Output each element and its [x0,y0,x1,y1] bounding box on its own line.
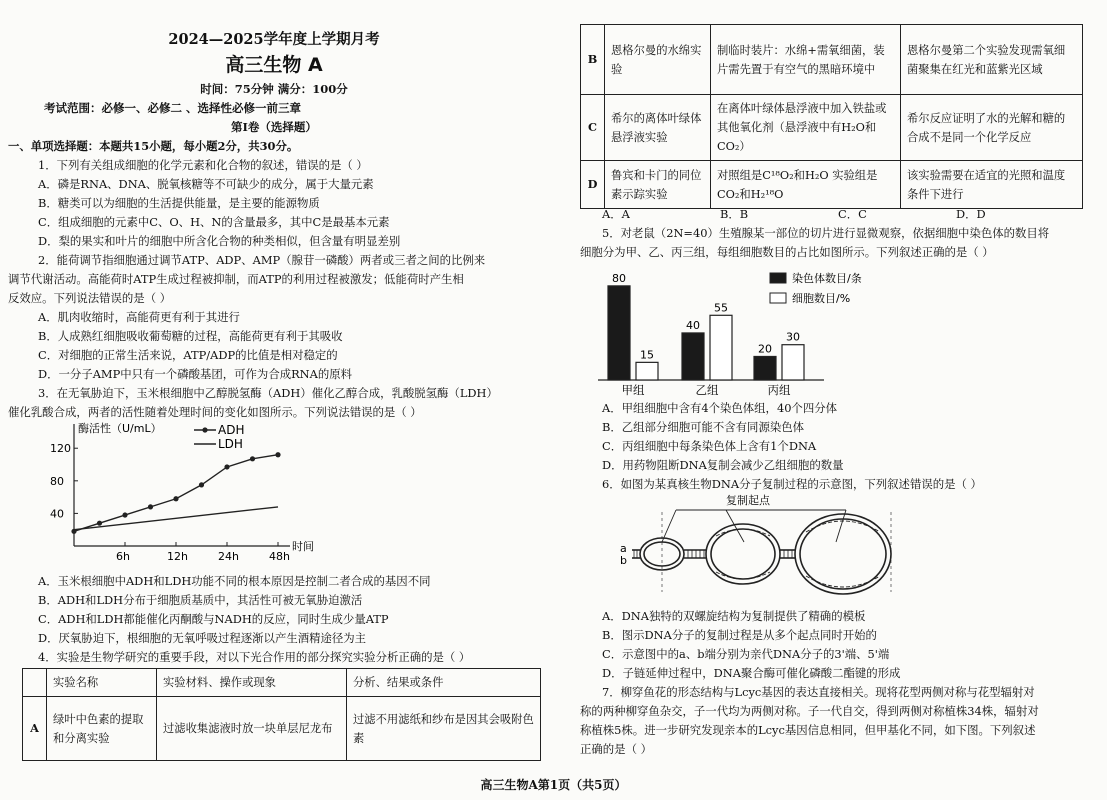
adh-point [250,456,255,461]
q1-option: A．磷是RNA、DNA、脱氧核糖等不可缺少的成分，属于大量元素 [38,177,374,191]
exam-scope: 考试范围：必修一、必修二 、选择性必修一前三章 [44,101,302,115]
q2-stem: 2．能荷调节指细胞通过调节ATP、ADP、AMP（腺苷一磷酸）两者或三者之间的比例来 [38,253,486,267]
adh-point [224,464,229,469]
q2-option: A．肌肉收缩时，高能荷更有利于其进行 [38,310,240,324]
table-cell: 过滤收集滤液时放一块单层尼龙布 [157,697,347,761]
x-tick-label: 12h [167,550,188,563]
experiment-table-part1 [22,668,541,761]
q5-stem: 细胞分为甲、乙、丙三组，每组细胞数目的占比如图所示。下列叙述正确的是（ ） [580,245,994,259]
y-tick-label: 80 [50,474,64,488]
q2-option: D．一分子AMP中只有一个磷酸基团，可作为合成RNA的原料 [38,367,353,381]
q5-stem: 5．对老鼠（2N=40）生殖腺某一部位的切片进行显微观察，依据细胞中染色体的数目将 [602,226,1050,240]
q3-stem: 3．在无氧胁迫下，玉米根细胞中乙醇脱氢酶（ADH）催化乙醇合成，乳酸脱氢酶（LDH） [38,386,498,400]
q6-option: D．子链延伸过程中，DNA聚合酶可催化磷酸二酯键的形成 [602,666,901,680]
q4-stem: 4．实验是生物学研究的重要手段，对以下光合作用的部分探究实验分析正确的是（ ） [38,650,471,664]
bar-value-label: 80 [612,271,626,285]
table-row [581,161,1083,209]
legend-label: 细胞数目/% [792,292,851,305]
table-cell [23,669,47,697]
q2-stem: 反效应。下列说法错误的是（ ） [8,291,172,305]
x-axis-label: 时间 [292,540,314,553]
row-key: D [581,161,605,209]
helix-ticks [634,550,792,558]
cell-count-bar [782,345,804,380]
section-heading: 一、单项选择题：本题共15小题，每小题2分，共30分。 [8,139,299,153]
q4-option: C．C [838,207,867,221]
category-label: 乙组 [695,383,719,397]
legend-marker [202,427,207,432]
table-row [581,95,1083,161]
q6-stem: 6．如图为某真核生物DNA分子复制过程的示意图，下列叙述错误的是（ ） [602,477,982,491]
adh-line [74,455,278,532]
q3-option: D．厌氧胁迫下，根细胞的无氧呼吸过程逐渐以产生酒精途径为主 [38,631,367,645]
table-cell: 对照组是C¹⁸O₂和H₂O 实验组是CO₂和H₂¹⁸O [711,161,901,209]
q5-option: A．甲组细胞中含有4个染色体组，40个四分体 [602,401,837,415]
table-cell: 恩格尔曼的水绵实验 [605,25,711,95]
table-cell: 绿叶中色素的提取和分离实验 [47,697,157,761]
adh-point [122,512,127,517]
adh-point [97,521,102,526]
strand-label-a: a [620,542,627,555]
bar-value-label: 15 [640,348,654,362]
bar-value-label: 55 [714,301,728,315]
cell-count-bar [710,315,732,380]
y-axis-label: 酶活性（U/mL） [78,422,162,435]
q4-options [602,206,1074,222]
table-cell: 希尔的离体叶绿体悬浮液实验 [605,95,711,161]
q4-option: A．A [602,207,630,221]
q5-option: D．用药物阻断DNA复制会减少乙组细胞的数量 [602,458,844,472]
synthesis-arrows [716,521,880,587]
x-tick-label: 48h [269,550,290,563]
q1-option: D．梨的果实和叶片的细胞中所含化合物的种类相似，但含量有明显差别 [38,234,401,248]
q5-option: B．乙组部分细胞可能不含有同源染色体 [602,420,805,434]
legend-swatch [770,273,786,283]
strand-label-b: b [620,554,627,567]
dna-strands [632,514,891,594]
q1-option: C．组成细胞的元素中C、O、H、N的含量最多，其中C是最基本元素 [38,215,390,229]
q6-option: C．示意图中的a、b端分别为亲代DNA分子的3'端、5'端 [602,647,890,661]
q3-option: C．ADH和LDH都能催化丙酮酸与NADH的反应，同时生成少量ATP [38,612,389,626]
chromosome-bar [608,286,630,380]
y-tick-label: 40 [50,507,64,521]
legend-label: ADH [218,423,245,437]
q4-option: B．B [720,207,749,221]
q2-option: B．人成熟红细胞吸收葡萄糖的过程，高能荷更有利于其吸收 [38,329,343,343]
q1-option: B．糖类可以为细胞的生活提供能量，是主要的能源物质 [38,196,320,210]
q7-stem: 称植株5株。进一步研究发现亲本的Lcyc基因信息相同，但甲基化不同，如下图。下列叙述 [580,723,1036,737]
chromosome-bar [754,356,776,380]
row-key: A [23,697,47,761]
q6-option: B．图示DNA分子的复制过程是从多个起点同时开始的 [602,628,877,642]
table-header-row [23,669,541,697]
bar-value-label: 20 [758,342,772,356]
table-header: 分析、结果或条件 [347,669,541,697]
table-cell: 恩格尔曼第二个实验发现需氧细菌聚集在红光和蓝紫光区域 [901,25,1083,95]
chromosome-bar-chart [598,260,878,398]
q2-stem: 调节代谢活动。高能荷时ATP生成过程被抑制，而ATP的利用过程被激发；低能荷时产生相 [8,272,464,286]
row-key: B [581,25,605,95]
legend-label: LDH [218,437,243,451]
page-footer: 高三生物A第1页（共5页） [480,778,627,792]
table-header: 实验材料、操作或现象 [157,669,347,697]
q1-stem: 1．下列有关组成细胞的化学元素和化合物的叙述，错误的是（ ） [38,158,368,172]
dna-replication-diagram [616,492,916,602]
part-heading: 第Ⅰ卷（选择题） [231,120,317,134]
cell-count-bar [636,362,658,380]
table-cell: 希尔反应证明了水的光解和糖的合成不是同一个化学反应 [901,95,1083,161]
bar-value-label: 40 [686,318,700,332]
q7-stem: 7．柳穿鱼花的形态结构与Lcyc基因的表达直接相关。现将花型两侧对称与花型辐射对 [602,685,1035,699]
table-cell: 在离体叶绿体悬浮液中加入铁盐或其他氧化剂（悬浮液中有H₂O和CO₂） [711,95,901,161]
table-cell: 鲁宾和卡门的同位素示踪实验 [605,161,711,209]
q3-option: B．ADH和LDH分布于细胞质基质中，其活性可被无氧胁迫激活 [38,593,363,607]
q7-stem: 称的两种柳穿鱼杂交，子一代均为两侧对称。子一代自交，得到两侧对称植株34株，辐射对 [580,704,1039,718]
table-cell: 制临时装片：水绵+需氧细菌，装片需先置于有空气的黑暗环境中 [711,25,901,95]
y-tick-label: 120 [50,442,71,456]
category-label: 丙组 [767,383,791,397]
adh-point [199,482,204,487]
legend-label: 染色体数目/条 [792,272,862,285]
adh-point [173,496,178,501]
chromosome-bar [682,333,704,380]
q2-option: C．对细胞的正常生活来说，ATP/ADP的比值是相对稳定的 [38,348,338,362]
ldh-line [74,507,278,530]
experiment-table-part2 [580,24,1083,209]
table-row [581,25,1083,95]
q6-option: A．DNA独特的双螺旋结构为复制提供了精确的模板 [602,609,866,623]
adh-point [148,504,153,509]
q3-option: A．玉米根细胞中ADH和LDH功能不同的根本原因是控制二者合成的基因不同 [38,574,431,588]
time-score: 时间：75分钟 满分：100分 [200,82,348,96]
table-row [23,697,541,761]
q3-stem: 催化乳酸合成，两者的活性随着处理时间的变化如图所示。下列说法错误的是（ ） [8,405,422,419]
q7-stem: 正确的是（ ） [580,742,652,756]
bar-value-label: 30 [786,330,800,344]
table-header: 实验名称 [47,669,157,697]
exam-title: 2024—2025学年度上学期月考 [168,31,380,48]
legend-swatch [770,293,786,303]
subject-title: 高三生物 A [225,54,323,76]
table-cell: 过滤不用滤纸和纱布是因其会吸附色素 [347,697,541,761]
row-key: C [581,95,605,161]
x-tick-label: 6h [116,550,130,563]
adh-point [275,452,280,457]
table-cell: 该实验需要在适宜的光照和温度条件下进行 [901,161,1083,209]
category-label: 甲组 [621,383,645,397]
enzyme-activity-chart [36,420,336,572]
q5-option: C．丙组细胞中每条染色体上含有1个DNA [602,439,817,453]
x-tick-label: 24h [218,550,239,563]
origin-label: 复制起点 [726,494,770,507]
q4-option: D．D [956,207,986,221]
